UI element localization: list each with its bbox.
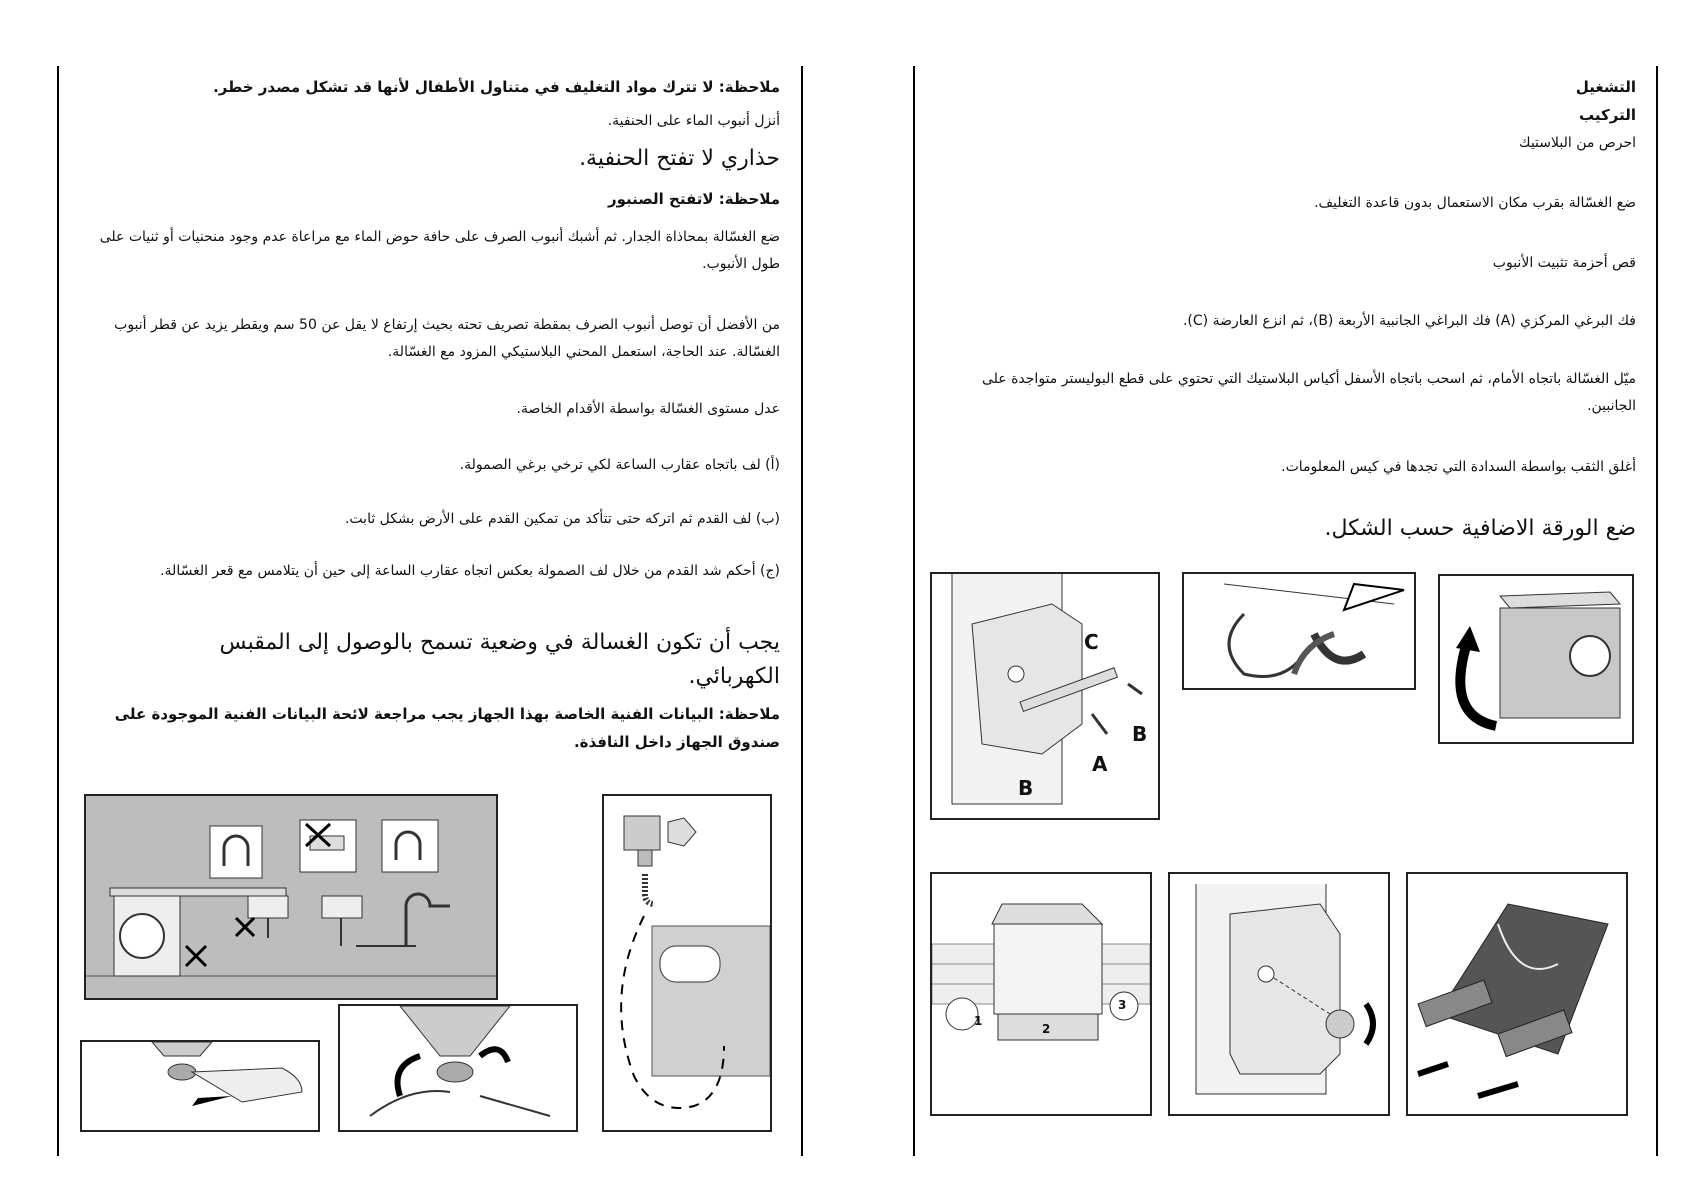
remove-plastics-text: احرص من البلاستيك	[1519, 135, 1636, 151]
plug-hole-figure	[1168, 872, 1390, 1116]
label-a: A	[1092, 752, 1108, 776]
place-sheet-text: ضع الورقة الاضافية حسب الشكل.	[1324, 516, 1636, 541]
level-intro-text: عدل مستوى الغسّالة بواسطة الأقدام الخاصة.	[516, 401, 780, 417]
note-technical: ملاحظة: البيانات الفنية الخاصة بهذا الجهاز يجب مراجعة لائحة البيانات الفنية الموجودة على صندوق الجهاز داخل النافذة.	[114, 705, 780, 751]
step-a-text: (أ) لف باتجاه عقارب الساعة لكي ترخي برغي الصمولة.	[459, 457, 780, 473]
step-label-2: 2	[1042, 1022, 1051, 1036]
left-page	[80, 62, 780, 762]
unscrew-text: فك البرغي المركزي (A) فك البراغي الجانبية الأربعة (B)، ثم انزع العارضة (C).	[1182, 313, 1636, 329]
right-page	[930, 62, 1636, 582]
note-packaging: ملاحظة: لا تترك مواد التغليف في متناول الأطفال لأنها قد تشكل مصدر خطر.	[213, 78, 780, 96]
step-label-3: 3	[1118, 998, 1127, 1012]
close-holes-text: أغلق الثقب بواسطة السدادة التي تجدها في كيس المعلومات.	[1281, 459, 1636, 475]
attach-drain-text: أنزل أنبوب الماء على الحنفية.	[607, 113, 780, 129]
place-near-text: ضع الغسّالة بقرب مكان الاستعمال بدون قاعدة التغليف.	[1314, 195, 1636, 211]
remove-base-figure	[1438, 574, 1634, 744]
base-steps-figure	[930, 872, 1152, 1116]
left-margin-rule	[57, 66, 59, 1156]
tilt-bags-figure	[1406, 872, 1628, 1116]
socket-access-text: يجب أن تكون الغسالة في وضعية تسمح بالوصول إلى المقبس الكهربائي.	[219, 630, 780, 689]
label-b-left: B	[1018, 776, 1034, 800]
level-foot-figure-1	[80, 1040, 320, 1132]
drain-install-figure	[84, 794, 498, 1000]
level-foot-figure-2	[338, 1004, 578, 1132]
step-c-text: (ج) أحكم شد القدم من خلال لف الصمولة بعكس اتجاه عقارب الساعة إلى حين أن يتلامس مع قعر الغسّالة.	[160, 563, 780, 579]
cut-straps-text: قص أحزمة تثبيت الأنبوب	[1492, 255, 1636, 271]
note-tap: ملاحظة: لاتفتح الصنبور	[607, 190, 780, 208]
heading-operation: التشغيل	[1575, 78, 1636, 96]
center-right-rule	[913, 66, 915, 1156]
drain-height-text: من الأفضل أن توصل أنبوب الصرف بمقطة تصريف تحته بحيث إرتفاع لا يقل عن 50 سم ويقطر يزيد عن قطر أنبوب الغسّالة. عند الحاجة، استعمل المحني البلاستيكي المزود مع الغسّالة.	[114, 317, 780, 360]
right-margin-rule	[1656, 66, 1658, 1156]
label-b-right: B	[1132, 722, 1148, 746]
place-machine-text: ضع الغسّالة بمحاذاة الجدار. ثم أشبك أنبوب الصرف على حافة حوض الماء مع مراعاة عدم وجود منحنيات أو ثنيات على طول الأنبوب.	[99, 229, 780, 272]
step-label-1: 1	[974, 1014, 983, 1028]
heading-installation: التركيب	[1579, 106, 1636, 124]
cut-hose-figure	[1182, 572, 1416, 690]
warning-tap: حذاري لا تفتح الحنفية.	[579, 146, 780, 171]
step-b-text: (ب) لف القدم ثم اتركه حتى تتأكد من تمكين القدم على الأرض بشكل ثابت.	[344, 511, 780, 527]
center-left-rule	[801, 66, 803, 1156]
tilt-text: ميّل الغسّالة باتجاه الأمام، ثم اسحب باتجاه الأسفل أكياس البلاستيك التي تحتوي على قطع البوليستر متواجدة على الجانبين.	[981, 371, 1636, 414]
label-c: C	[1084, 630, 1099, 654]
tap-connection-figure	[602, 794, 772, 1132]
bolts-removal-figure	[930, 572, 1160, 820]
